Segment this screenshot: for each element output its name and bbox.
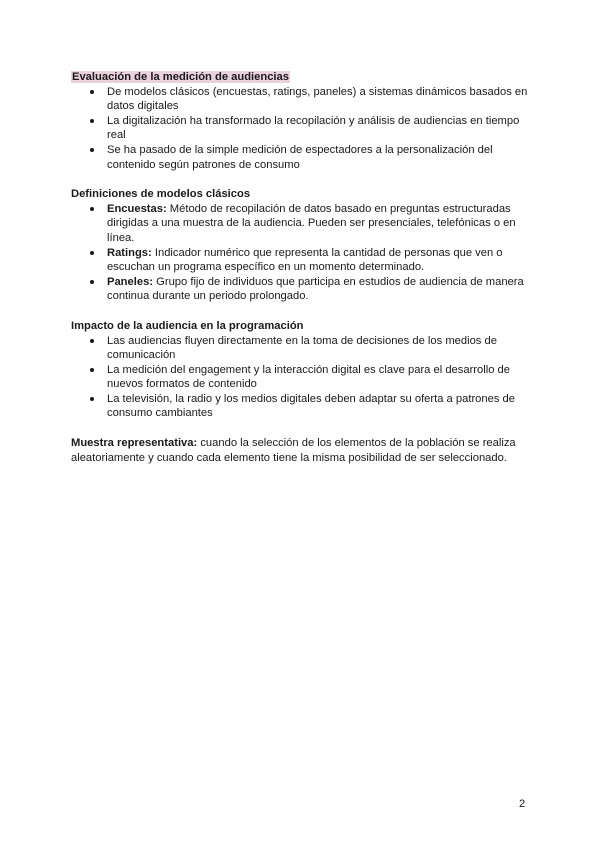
term-definition: Grupo fijo de individuos que participa en estudios de audiencia de manera continua durante un periodo prolongado.: [107, 275, 524, 303]
term-label: Encuestas:: [107, 202, 167, 215]
highlighted-heading: Evaluación de la medición de audiencias: [72, 71, 289, 83]
term-label: Ratings:: [107, 246, 152, 259]
list-item: [71, 246, 531, 275]
page-number: 2: [519, 798, 526, 810]
list-item: Se ha pasado de la simple medición de espectadores a la personalización del contenido según patrones de consumo: [71, 143, 531, 172]
bullet-list: [71, 202, 531, 304]
section-evaluacion: [71, 70, 531, 172]
section-impacto: [71, 319, 531, 421]
list-item: De modelos clásicos (encuestas, ratings, paneles) a sistemas dinámicos basados en datos digitales: [71, 85, 531, 114]
list-item: [71, 202, 531, 246]
list-item: [71, 275, 531, 304]
section-definiciones: [71, 187, 531, 304]
term-definition: Método de recopilación de datos basado en preguntas estructuradas dirigidas a una muestra de la audiencia. Pueden ser presenciales, telefónicas o en línea.: [107, 202, 516, 244]
section-heading: [71, 70, 531, 85]
list-item: La digitalización ha transformado la recopilación y análisis de audiencias en tiempo real: [71, 114, 531, 143]
term-label: Muestra representativa:: [71, 437, 198, 450]
term-definition: cuando la selección de los elementos de la población se realiza aleatoriamente y cuando cada elemento tiene la misma posibilidad de ser seleccionado.: [71, 437, 516, 464]
bullet-list: [71, 334, 531, 422]
list-item: La medición del engagement y la interacción digital es clave para el desarrollo de nuevos formatos de contenido: [71, 363, 531, 392]
section-heading: Definiciones de modelos clásicos: [71, 188, 251, 201]
section-heading: Impacto de la audiencia en la programación: [71, 319, 304, 332]
muestra-paragraph: [71, 436, 531, 465]
term-definition: Indicador numérico que representa la cantidad de personas que ven o escuchan un programa específico en un momento determinado.: [107, 246, 503, 274]
list-item: La televisión, la radio y los medios digitales deben adaptar su oferta a patrones de consumo cambiantes: [71, 392, 531, 421]
document-body: [71, 70, 531, 465]
list-item: Las audiencias fluyen directamente en la toma de decisiones de los medios de comunicación: [71, 334, 531, 363]
bullet-list: [71, 85, 531, 173]
term-label: Paneles:: [107, 275, 154, 288]
